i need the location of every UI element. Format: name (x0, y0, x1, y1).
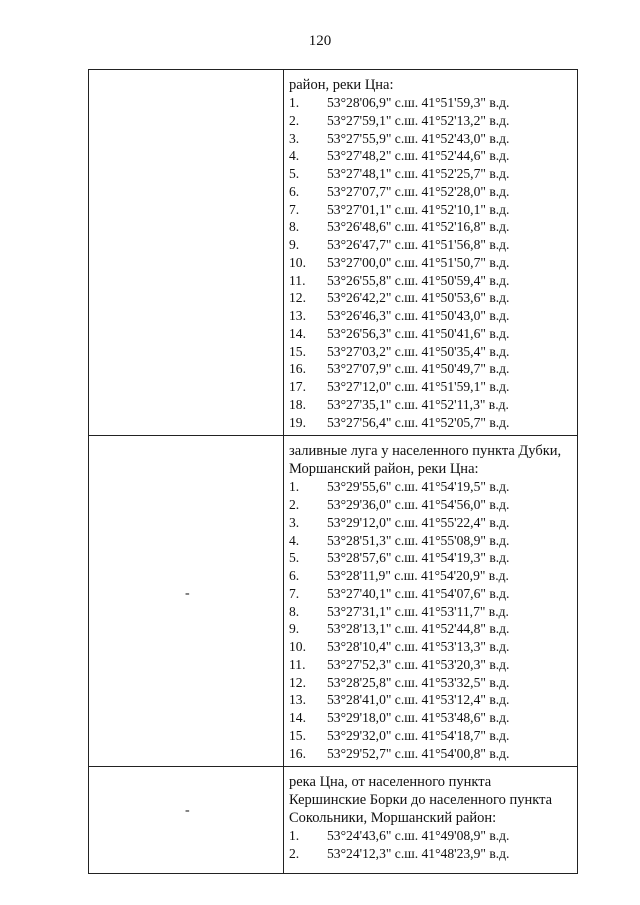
point-number: 7. (289, 201, 300, 217)
point-number: 4. (289, 532, 300, 548)
point-number: 2. (289, 112, 300, 128)
point-number: 13. (289, 692, 306, 708)
point-number: 18. (289, 396, 306, 412)
coordinate-point (289, 396, 573, 414)
section-heading: район, реки Цна: (289, 77, 394, 93)
point-number: 15. (289, 727, 306, 743)
point-number: 10. (289, 639, 306, 654)
point-number: 1. (289, 828, 300, 844)
point-number: 11. (289, 656, 306, 672)
point-coordinates: 53°29'32,0" с.ш. 41°54'18,7" в.д. (327, 727, 510, 743)
coordinate-point (289, 638, 573, 656)
coordinate-point (289, 236, 573, 254)
point-coordinates: 53°27'31,1" с.ш. 41°53'11,7" в.д. (327, 603, 509, 619)
point-number: 1. (289, 95, 300, 110)
coordinate-point (289, 709, 573, 727)
coordinate-point (289, 827, 573, 845)
coordinate-point (289, 691, 573, 709)
right-cell (284, 767, 578, 874)
coordinate-point (289, 218, 573, 236)
section-heading-line: Моршанский район, реки Цна: (289, 461, 479, 478)
point-coordinates: 53°28'25,8" с.ш. 41°53'32,5" в.д. (327, 674, 510, 690)
coordinate-point (289, 656, 573, 674)
point-number: 14. (289, 325, 306, 341)
points-list (289, 478, 573, 762)
coordinate-point (289, 603, 573, 621)
coordinate-point (289, 289, 573, 307)
coordinate-point (289, 112, 573, 130)
coordinate-point (289, 585, 573, 603)
point-number: 9. (289, 237, 300, 252)
point-number: 17. (289, 379, 306, 394)
point-coordinates: 53°27'07,9" с.ш. 41°50'49,7" в.д. (327, 361, 510, 377)
coordinate-point (289, 272, 573, 290)
point-number: 14. (289, 710, 306, 725)
point-coordinates: 53°24'12,3" с.ш. 41°48'23,9" в.д. (327, 846, 510, 861)
dash-mark: - (185, 803, 190, 819)
point-coordinates: 53°27'52,3" с.ш. 41°53'20,3" в.д. (327, 656, 510, 672)
section-heading-line: Сокольники, Моршанский район: (289, 810, 497, 827)
point-number: 8. (289, 219, 300, 235)
left-cell (89, 436, 284, 767)
coordinate-point (289, 147, 573, 165)
coordinate-point (289, 414, 573, 432)
point-number: 7. (289, 585, 300, 601)
point-number: 12. (289, 674, 306, 690)
coordinate-point (289, 94, 573, 112)
coordinate-point (289, 620, 573, 638)
point-coordinates: 53°26'55,8" с.ш. 41°50'59,4" в.д. (327, 272, 510, 288)
point-number: 4. (289, 148, 300, 164)
point-coordinates: 53°29'18,0" с.ш. 41°53'48,6" в.д. (327, 710, 510, 725)
point-coordinates: 53°28'51,3" с.ш. 41°55'08,9" в.д. (327, 532, 510, 548)
section-heading-line: заливные луга у населенного пункта Дубки, (289, 443, 562, 460)
coordinate-point (289, 845, 573, 863)
point-number: 3. (289, 514, 300, 530)
point-coordinates: 53°28'11,9" с.ш. 41°54'20,9" в.д. (327, 568, 509, 583)
point-coordinates: 53°27'59,1" с.ш. 41°52'13,2" в.д. (327, 112, 510, 128)
point-number: 10. (289, 254, 306, 270)
point-coordinates: 53°28'13,1" с.ш. 41°52'44,8" в.д. (327, 621, 510, 637)
point-coordinates: 53°27'48,2" с.ш. 41°52'44,6" в.д. (327, 148, 510, 164)
point-coordinates: 53°26'42,2" с.ш. 41°50'53,6" в.д. (327, 290, 510, 306)
point-number: 13. (289, 308, 306, 323)
point-number: 2. (289, 846, 300, 861)
point-coordinates: 53°27'48,1" с.ш. 41°52'25,7" в.д. (327, 166, 510, 181)
point-coordinates: 53°27'40,1" с.ш. 41°54'07,6" в.д. (327, 585, 510, 601)
point-coordinates: 53°26'48,6" с.ш. 41°52'16,8" в.д. (327, 219, 510, 235)
coordinate-point (289, 165, 573, 183)
point-number: 16. (289, 745, 306, 761)
point-coordinates: 53°27'00,0" с.ш. 41°51'50,7" в.д. (327, 254, 510, 270)
point-coordinates: 53°28'10,4" с.ш. 41°53'13,3" в.д. (327, 639, 510, 654)
point-number: 11. (289, 272, 306, 288)
point-coordinates: 53°26'47,7" с.ш. 41°51'56,8" в.д. (327, 237, 510, 252)
coordinate-point (289, 343, 573, 361)
coordinate-point (289, 183, 573, 201)
left-cell (89, 767, 284, 874)
point-number: 9. (289, 621, 300, 637)
point-coordinates: 53°29'52,7" с.ш. 41°54'00,8" в.д. (327, 745, 510, 761)
coordinate-point (289, 567, 573, 585)
coordinate-point (289, 307, 573, 325)
point-number: 16. (289, 361, 306, 377)
point-coordinates: 53°26'46,3" с.ш. 41°50'43,0" в.д. (327, 308, 510, 323)
point-coordinates: 53°29'12,0" с.ш. 41°55'22,4" в.д. (327, 514, 510, 530)
points-list (289, 94, 573, 431)
coordinate-point (289, 201, 573, 219)
table-row (89, 767, 578, 874)
point-number: 15. (289, 343, 306, 359)
point-number: 5. (289, 550, 300, 566)
point-number: 6. (289, 183, 300, 199)
point-number: 6. (289, 568, 300, 583)
coordinate-point (289, 727, 573, 745)
point-number: 12. (289, 290, 306, 306)
page-number: 120 (308, 33, 332, 49)
point-coordinates: 53°27'56,4" с.ш. 41°52'05,7" в.д. (327, 414, 510, 430)
coordinate-point (289, 496, 573, 514)
point-coordinates: 53°27'07,7" с.ш. 41°52'28,0" в.д. (327, 183, 510, 199)
point-coordinates: 53°27'01,1" с.ш. 41°52'10,1" в.д. (327, 201, 510, 217)
point-number: 8. (289, 603, 300, 619)
point-number: 3. (289, 130, 300, 146)
point-coordinates: 53°28'06,9" с.ш. 41°51'59,3" в.д. (327, 95, 510, 110)
coordinate-point (289, 378, 573, 396)
dash-mark: - (185, 586, 190, 602)
coordinate-point (289, 549, 573, 567)
point-coordinates: 53°24'43,6" с.ш. 41°49'08,9" в.д. (327, 828, 510, 844)
coordinate-point (289, 478, 573, 496)
point-number: 2. (289, 497, 300, 512)
right-cell (284, 70, 578, 436)
point-coordinates: 53°28'57,6" с.ш. 41°54'19,3" в.д. (327, 550, 510, 566)
coordinate-point (289, 325, 573, 343)
coordinate-point (289, 360, 573, 378)
section-heading-line: Кершинские Борки до населенного пункта (289, 792, 553, 809)
point-number: 5. (289, 166, 300, 181)
coordinate-point (289, 514, 573, 532)
point-number: 19. (289, 414, 306, 430)
point-number: 1. (289, 479, 300, 495)
coordinate-point (289, 254, 573, 272)
point-coordinates: 53°29'55,6" с.ш. 41°54'19,5" в.д. (327, 479, 510, 495)
left-cell (89, 70, 284, 436)
point-coordinates: 53°29'36,0" с.ш. 41°54'56,0" в.д. (327, 497, 510, 512)
coordinates-table (88, 69, 578, 874)
table-row (89, 70, 578, 436)
section-heading-line: река Цна, от населенного пункта (289, 774, 492, 791)
point-coordinates: 53°28'41,0" с.ш. 41°53'12,4" в.д. (327, 692, 510, 708)
point-coordinates: 53°27'12,0" с.ш. 41°51'59,1" в.д. (327, 379, 510, 394)
point-coordinates: 53°27'55,9" с.ш. 41°52'43,0" в.д. (327, 130, 510, 146)
point-coordinates: 53°27'03,2" с.ш. 41°50'35,4" в.д. (327, 343, 510, 359)
coordinate-point (289, 745, 573, 763)
points-list (289, 827, 573, 863)
coordinate-point (289, 130, 573, 148)
coordinate-point (289, 532, 573, 550)
table-row (89, 436, 578, 767)
coordinate-point (289, 674, 573, 692)
right-cell (284, 436, 578, 767)
point-coordinates: 53°27'35,1" с.ш. 41°52'11,3" в.д. (327, 396, 509, 412)
point-coordinates: 53°26'56,3" с.ш. 41°50'41,6" в.д. (327, 325, 510, 341)
